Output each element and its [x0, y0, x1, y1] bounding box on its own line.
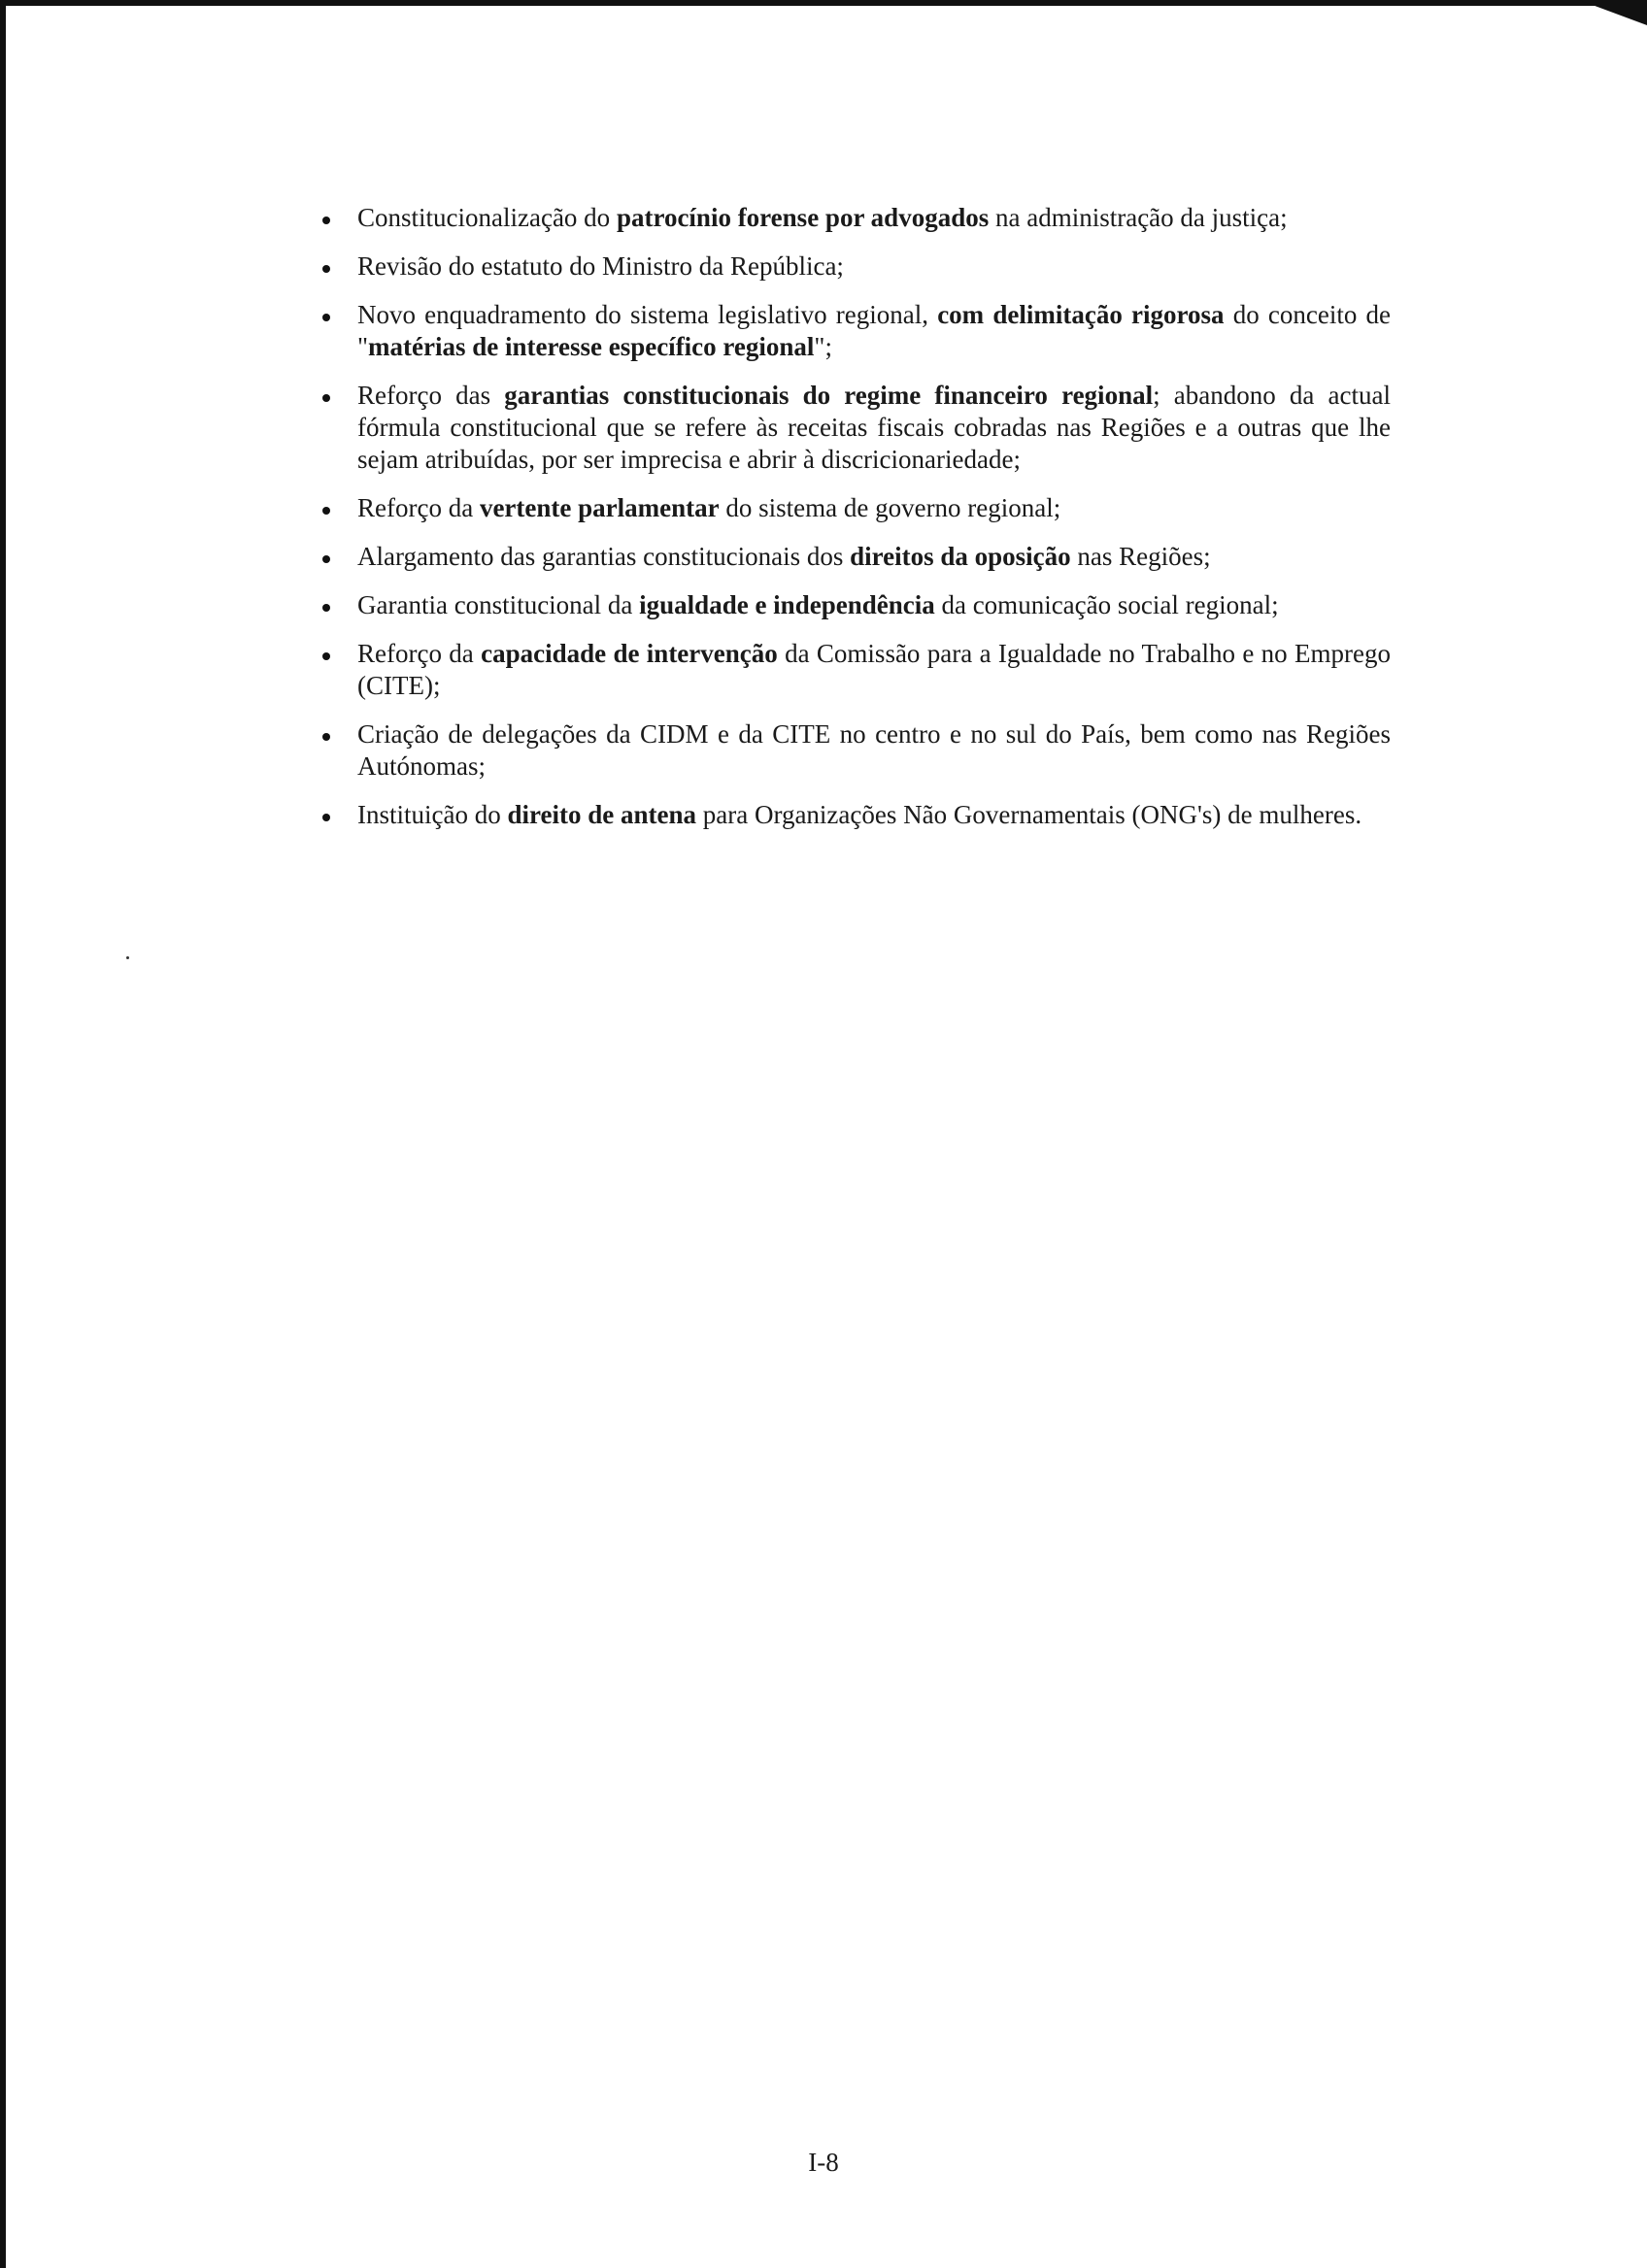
item-text: nas Regiões; [1070, 542, 1211, 571]
item-text: Constitucionalização do [357, 203, 617, 232]
bullet-dot-icon [322, 394, 330, 402]
bullet-dot-icon [322, 217, 330, 224]
bullet-dot-icon [322, 265, 330, 273]
item-text: da comunicação social regional; [934, 590, 1279, 619]
list-item [311, 380, 1391, 476]
item-text: Revisão do estatuto do Ministro da República; [357, 251, 844, 281]
list-item [311, 492, 1391, 524]
emphasis-text: vertente parlamentar [479, 493, 720, 522]
bullet-dot-icon [322, 555, 330, 563]
bullet-dot-icon [322, 314, 330, 321]
emphasis-text: capacidade de intervenção [481, 639, 778, 668]
emphasis-text: direito de antena [507, 800, 696, 829]
item-text: Novo enquadramento do sistema legislativo regional, [357, 300, 938, 329]
page-number: I-8 [808, 2148, 839, 2177]
scan-speck [126, 956, 129, 959]
bullet-dot-icon [322, 814, 330, 821]
list-item [311, 250, 1391, 283]
item-text: Reforço da [357, 493, 480, 522]
emphasis-text: garantias constitucionais do regime financeiro regional [504, 381, 1154, 410]
item-text: Criação de delegações da CIDM e da CITE no centro e no sul do País, bem como nas Regiões Autónomas; [357, 719, 1391, 781]
item-text: da Comissão para a Igualdade no Trabalho e no Emprego (CITE); [357, 639, 1391, 700]
bullet-dot-icon [322, 507, 330, 515]
bullet-list [311, 202, 1391, 848]
item-text: do sistema de governo regional; [719, 493, 1061, 522]
list-item [311, 541, 1391, 573]
list-item [311, 718, 1391, 783]
item-text: para Organizações Não Governamentais (ONG's) de mulheres. [695, 800, 1362, 829]
list-item [311, 589, 1391, 621]
item-text: do conceito de " [357, 300, 1391, 361]
list-item [311, 799, 1391, 831]
list-item [311, 638, 1391, 702]
item-text: ; abandono da actual fórmula constitucional que se refere às receitas fiscais cobradas nas Regiões e a outras que lhe sejam atribuídas, por ser imprecisa e abrir à discricionariedade; [357, 381, 1391, 474]
list-item [311, 299, 1391, 363]
bullet-dot-icon [322, 733, 330, 741]
item-text: na administração da justiça; [989, 203, 1288, 232]
item-text: Alargamento das garantias constitucionais dos [357, 542, 851, 571]
scan-border-top [0, 0, 1647, 6]
emphasis-text: matérias de interesse específico regional [368, 332, 815, 361]
list-item [311, 202, 1391, 234]
item-text: Instituição do [357, 800, 508, 829]
scan-corner-mark [1579, 0, 1647, 25]
emphasis-text: igualdade e independência [639, 590, 935, 619]
bullet-dot-icon [322, 652, 330, 660]
emphasis-text: patrocínio forense por advogados [616, 203, 990, 232]
item-text: "; [814, 332, 832, 361]
scan-border-left [0, 0, 6, 2268]
item-text: Garantia constitucional da [357, 590, 640, 619]
item-text: Reforço das [357, 381, 505, 410]
emphasis-text: com delimitação rigorosa [937, 300, 1225, 329]
emphasis-text: direitos da oposição [850, 542, 1071, 571]
bullet-dot-icon [322, 604, 330, 612]
item-text: Reforço da [357, 639, 482, 668]
